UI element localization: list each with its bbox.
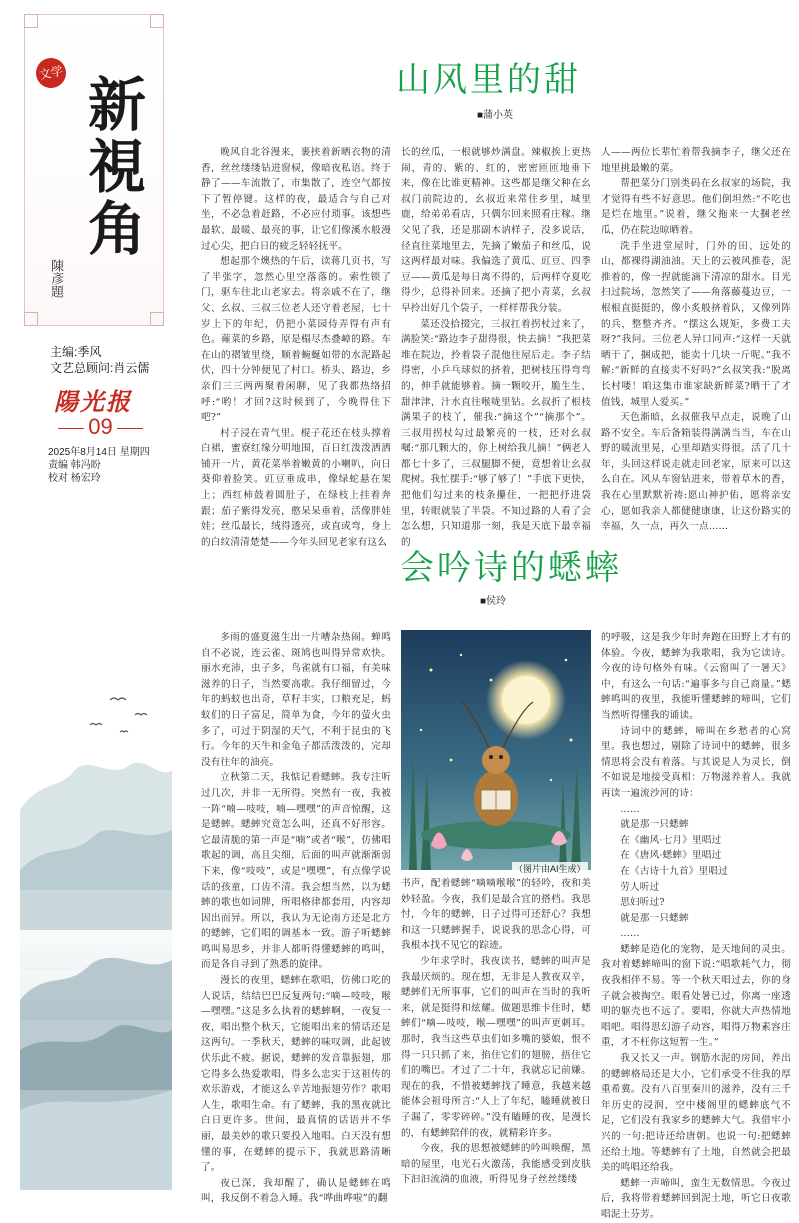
paragraph: 晚风自北谷漫来，裹挟着新晒衣物的清香，丝丝缕缕钻进窗棂，像暗夜私语。终于静了——车流散了，市集散了，连空气都按下了暂停键。这样的夜，最适合与自己对坐，不必急着赶路，不必应付琐事。该想些最软、最暖、最亮的事，让它们像溪水般漫过心尖，把白日的疲乏轻轻抚平。 <box>201 147 391 252</box>
article2-column-3 <box>601 630 791 1220</box>
paragraph: 天色渐暗，幺叔催我早点走，说晚了山路不安全。车后备箱装得满满当当，车在山野的暖流里晃，心里却踏实得很。活了几十年，头回这样说走就走回老家，原来可以这么自在。风从车窗钻进来，带着草木的香，我在心里默默祈祷:愿山神护佑，愿将亲安心，愿如我亲人都健健康康，让这份路实的幸福，久一点，再久一点…… <box>601 412 791 533</box>
article1-column-1 <box>201 145 391 548</box>
cricket-night-illustration <box>401 630 591 870</box>
editor-in-charge: 责编 韩冯盼 <box>48 460 101 471</box>
editor-info <box>50 344 180 376</box>
paragraph: 洗手坐进堂屋时，门外的田、远处的山，都裸得湖油油。天上的云被风推卷，泥推着的，像一捏就能滴下清凉的甜水。目光扫过院场，忽然笑了——角落藤蔓边豆，一根根直挺挺的，像小炙般挤着队，又像列阵的兵，整整齐齐。“摆这么规矩，多费工夫呀?”我问。三位老人异口同声:“这样一天就晒干了，捆成把，能卖十几块一斤呢。”我不解:“新鲜的直接卖不好吗?”幺叔笑我:“脱离长村喽！咱这集市谁家缺新鲜菜?晒干了才值钱，城里人爱买。” <box>601 240 791 408</box>
frame-corner-ornament <box>24 14 38 28</box>
issue-meta <box>48 446 188 485</box>
literature-seal: 文学 <box>33 55 69 91</box>
illustration-caption: （图片由AI生成） <box>514 864 586 874</box>
paragraph: 诗词中的蟋蟀，啼叫在乡愁者的心窝里。我也想过，剔除了诗词中的蟋蟀，很多情思将会没有着落。与其说是人为灵长，倒不如说是地接受真相：万物滋养着人。我就再读一遍流沙河的诗： <box>601 725 791 799</box>
poem-line: 在《幽风·七月》里唱过 <box>620 834 722 846</box>
paragraph: 立秋第二天，我惦记着蟋蟀。我专注听过几次，并非一无所得。突然有一夜，我被一阵“喃—吱吱，喃—嘿嘿”的声音惊醒，这是蟋蟀。蟋蟀究竟怎么叫，还真不好形容。它最清脆的第一声是“喃”或者“喉”，仿佛唱歌起的调，高且尖细，后面的叫声就渐渐弱下来，像“吱吱”，或是“嘿嘿”，有点像学说话的孩童，口齿不清。我会想当然，以为蟋蟀的歌也如词牌，所唱格律都套用，内容却因出而异。所以，我认为无论南方还是北方的蟋蟀，它们唱的调基本一致。游子听蟋蟀鸣叫易思乡，并非人都听得懂蟋蟀的鸣叫，而是各自寻到了熟悉的旋律。 <box>201 772 391 971</box>
paragraph: 人——两位长辈忙着帮我摘李子，继父还在地里挑最嫩的菜。 <box>601 147 791 174</box>
ink-landscape-illustration <box>20 670 172 1190</box>
article2-title: 会吟诗的蟋蟀 <box>400 548 622 588</box>
article1-column-2 <box>401 145 591 548</box>
paragraph: 少年求学时，我夜读书，蟋蟀的叫声是我最厌烦的。现在想，无非是人教夜双辛，蟋蟀们无所事事，它们的叫声在当时的我听来，就是挺得和炫耀。做题思维卡住时，蟋蟀们“嘀—吱吱，喉—嘿嘿”的叫声更刺耳。那时，我当这些草虫们如多嘴的婆娘，恨不得一只只抓了来，掐住它们的翅膀，捂住它们的嘴巴。才过了二十年，我就忘记前嫌。现在的我，不惜被蟋蟀找了睡意，我越来越能体会祖母所言:“人上了年纪，瞌睡就被日子漏了，零零碎碎。”没有瞌睡的夜，是漫长的，有蟋蟀陪伴的夜，就精彩许多。 <box>401 955 591 1139</box>
paragraph: 书声，配着蟋蟀“嘀嘀喉喉”的轻吟，夜和美妙轻盈。今夜，我们是最合宜的搭档。我思忖，今年的蟋蟀，日子过得可还舒心？我想和这一只蟋蟀握手，说说我的思念心得，可我根本找不见它的踪迹。 <box>401 878 591 952</box>
flying-birds <box>90 698 147 732</box>
article2-column-1 <box>201 630 391 1205</box>
issue-date: 2025年8月14日 星期四 <box>48 447 150 458</box>
calligrapher-signature: 陳彥題 <box>48 259 63 298</box>
poem-line: 劳人听过 <box>620 881 660 893</box>
paragraph: 帮把菜分门别类码在幺叔家的场院，我才觉得有些不好意思。他们倒坦然:“不吃也是烂在地里。”说着，继父拖来一大捆老丝瓜，仍在院边晾晒着。 <box>601 178 791 236</box>
poem-line: 就是那一只蟋蟀 <box>620 912 689 924</box>
paragraph: 夜已深，我却醒了，确认是蟋蟀在鸣叫，我反倒不着急入睡。我“哗曲哗啦”的翻 <box>201 1177 391 1205</box>
newspaper-name: 陽光报 <box>54 387 132 416</box>
paragraph: 的呼吸，这是我少年时奔跑在田野上才有的体验。今夜，蟋蟀为我歌唱，我为它读诗。今夜的诗句格外有味。《云窗叫了一暑天》中，有这么一句话:“遍事多与自己商量。”蟋蟀鸣叫的夜里，我能听懂蟋蟀的啼叫，它们当然听得懂我的诵读。 <box>601 632 791 721</box>
paragraph: 村子浸在青气里。棍子花还在枝头撑着白裙，蜜寮红缘分明地围，百日红泼泼洒洒铺开一片，黄花菜举着嫩黄的小喇叭，向日葵仰着脸笑。豇豆垂成串，像绿蛇悬在架上；西红柿鼓着圆肚子，在绿枝上挂着奔跟；茄子紫得发亮，憨呆呆垂着，活像胖娃娃；丝瓜最长，绒得透亮，或直或弯，身上的白纹清清楚楚——今年头回见老家有这么 <box>201 427 391 548</box>
paragraph: 我又长又一声。钢筋水泥的房间，养出的蟋蟀格局还是大小，它们承受不住我的厚重希冀。没有八百里秦川的滋养，没有三千年历史的浸润，空中楼阁里的蟋蟀底气不足，它们没有我家乡的蟋蟀大气。我借牢小兴的一句:把诗还给唐朝。也说一句:把蟋蟀还给土地。等蟋蟀有了土地，自然就会把最美的鸣唱还给我。 <box>601 1053 791 1174</box>
paragraph: 长的丝瓜，一根就够炒满盘。辣椒挨上更热闹，青的、紫的、红的，密密匝匝地垂下来，像在比谁更精神。这些都是继父种在幺叔门前院边的，幺叔近来常住乡里，城里鹿，给弟弟看店，只偶尔回来照看庄稼。继父见了我，还是那副木讷样子，没多说话，径直往菜地里去，先摘了嫩茄子和丝瓜，说这两样最对味。我偏选了黄瓜、豇豆、四季豆——黄瓜是每日离不得的，后两样夺夏吃得少，总得补回来。还摘了把小青菜，幺叔早拎出好几个袋子，一样样帮我分装。 <box>401 147 591 314</box>
article1-column-3 <box>601 145 791 533</box>
paragraph: 蟋蟀是造化的宠物，是天地间的灵虫。我对着蟋蟀啼叫的窗下说:“唱歌耗气力，彻夜我相伴不易。等一个秋天唱过去，你的身子就会被掏空。眼看处暑已过，你离一座透明的躯壳也不远了。要唱，你就大声热情地唱吧。唱得思幻游子动容，唱得万物素容庄重，才不枉你这短暂一生。” <box>601 943 791 1049</box>
poem-line: …… <box>620 928 640 940</box>
column-title: 新視角 <box>78 74 146 260</box>
art-advisor: 文艺总顾问:肖云儒 <box>50 361 150 375</box>
article1-title: 山风里的甜 <box>396 60 581 100</box>
chief-editor: 主编:季风 <box>50 345 102 359</box>
poem-line: …… <box>620 803 640 815</box>
paragraph: 菜还没拾掇完，三叔扛着拐杖过来了，满脸笑:“路边李子甜得很，快去摘！”我把菜堆在院边，拎着袋子混他往屋后走。李子结得密，小乒乓球似的挤着，把树枝压得弯弯的，伸手就能够着。摘一颗咬开，脆生生、甜津津，汁水直往喉咙里钻。幺叔折了根枝满果子的枝丫，催我:“摘这个”“摘那个”。三叔用拐杖勾过最繁亮的一枝，还对幺叔嘱:“那几颗大的，你上树给我儿摘！”俩老人都七十多了，三叔腿脚不便，竟想着让幺叔爬树。我忙摆手:“够了够了！”手底下更快，把他们勾过来的枝条攥住，一把把抒进袋里，转眼就装了半袋。不知过路的人看了会怎么想，只知道那一刻，我是天底下最幸福的 <box>401 318 591 548</box>
poem-line: 思妇听过? <box>620 897 665 909</box>
poem-line: 在《古诗十九首》里唱过 <box>620 865 728 877</box>
paragraph: 蟋蟀一声啼叫，蛮生无数情思。今夜过后，我将带着蟋蟀回到泥土地，听它日夜歌唱泥土芬芳。 <box>601 1177 791 1220</box>
frame-corner-ornament <box>150 312 164 326</box>
poem-line: 就是那一只蟋蟀 <box>620 819 689 831</box>
article1-byline: ■蒲小英 <box>477 110 514 121</box>
article2-byline: ■侯玲 <box>480 596 507 607</box>
paragraph: 漫长的夜里，蟋蟀在歌唱，仿佛口吃的人说话，结结巴巴反复两句:“嘀—吱吱，喉—嘿嘿。”这是多么执着的蟋蟀啊，一夜复一夜，唱出整个秋天，它能唱出来的情话还是这两句。一季秋天，蟋蟀的味叹调，此起彼伏乐此不疲。据说，蟋蟀的发音靠振翅，那它得多么热爱歌唱，得多么忠实于这祖传的欢乐游戏，才能这么辛苦地振翅劳作？歌唱人生，歌唱生命。有了蟋蟀，我的黑夜就比白日更许多。世间，最真情的话语并不华丽，最美妙的歌只要投入地唱。白天没有想懂的事，在蟋蟀的提示下，我就思路清晰了。 <box>201 975 391 1174</box>
frame-corner-ornament <box>150 14 164 28</box>
paragraph: 今夜，我的思想被蟋蟀的吟叫唤醒，黑暗的屋里，电光石火激荡，我能感受到皮肤下汩汩流淌的血液，听得见身子丝丝缕缕 <box>401 1143 591 1186</box>
paragraph: 想起那个燠热的午后，读蒋几页书，写了半张字，忽然心里空落落的。索性锁了门，驱车往北山老家去。将亲戚不在了，继父、幺叔、三叔三位老人还守着老屋，七十岁上下的年纪，仍把小菜园侍弄得有声有色。蕹菜的乡路，原是榻尽杰叠嶂的路。车在山的褶皱里绕，顺着蜿蜒如带的水泥路起伏，四十分钟便见了村口。桥头、路边，乡亲们三三两两聚着闲聊，见了我都热络招呼:“哟！才回?这时候到了，今晚得住下吧?” <box>201 256 391 424</box>
article2-column-2 <box>401 876 591 1200</box>
moon <box>502 676 550 724</box>
proofreader: 校对 杨宏玲 <box>48 473 101 484</box>
page-number: 09 <box>48 414 153 440</box>
frame-corner-ornament <box>24 312 38 326</box>
poem-line: 在《唐风·蟋蟀》里唱过 <box>620 850 722 862</box>
paragraph: 多雨的盛夏滋生出一片嘈杂热闹。蝉鸣自不必说，连云雀、斑鸠也叫得异常欢快。丽水充沛，虫子多，鸟雀就有口福，有美味滋养的日子，当然要高歌。我仔细留过，今年的蚂蚁也出奇，草籽丰实，口粮充足，蚂蚁们的日子富足，简单为食，今年的萤火虫多了，可过于阴湿的天气，不利于昆虫的飞行。今年的天牛和金龟子都活泼泼的，完却没有往年的油亮。 <box>201 632 391 768</box>
